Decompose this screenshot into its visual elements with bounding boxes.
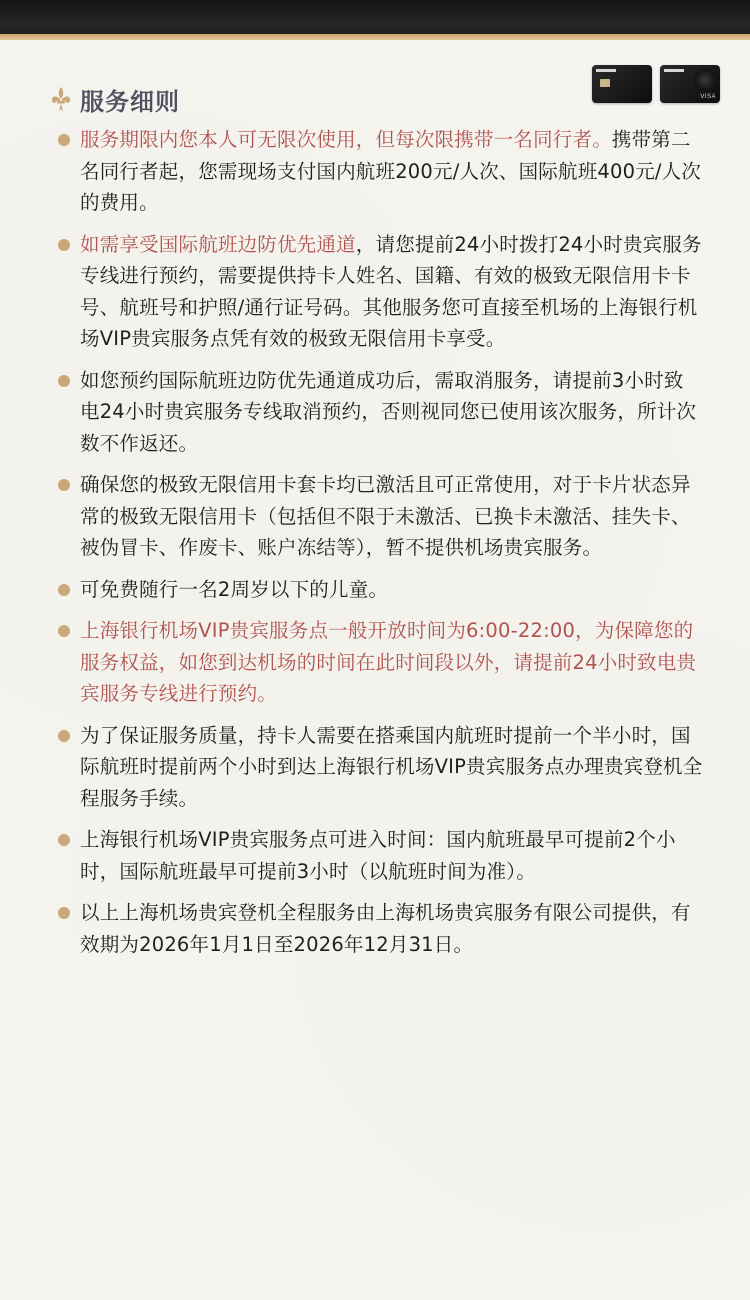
- list-item: [58, 574, 703, 606]
- rule-highlight: 上海银行机场VIP贵宾服务点一般开放时间为6:00-22:00，为保障您的服务权益，如您到达机场的时间在此时间段以外，请提前24小时致电贵宾服务专线进行预约。: [80, 619, 697, 705]
- list-item: [58, 720, 703, 815]
- section-header: [50, 82, 180, 116]
- bullet-icon: [58, 730, 70, 742]
- credit-card-image-visa: [660, 65, 720, 103]
- rule-text: 可免费随行一名2周岁以下的儿童。: [80, 577, 389, 601]
- section-title: 服务细则: [80, 87, 180, 116]
- credit-card-image: [592, 65, 652, 103]
- list-item: [58, 615, 703, 710]
- rules-list: [58, 124, 703, 970]
- list-item: [58, 469, 703, 564]
- list-item: [58, 365, 703, 460]
- rule-highlight: 如需享受国际航班边防优先通道: [80, 232, 356, 256]
- rule-text: ，请您提前24小时拨打24小时贵宾服务专线进行预约，需要提供持卡人姓名、国籍、有效的极致无限信用卡卡号、航班号和护照/通行证号码。其他服务您可直接至机场的上海银行机场VIP贵宾服务点凭有效的极致无限信用卡享受。: [80, 232, 702, 350]
- list-item: [58, 229, 703, 355]
- bullet-icon: [58, 907, 70, 919]
- bullet-icon: [58, 375, 70, 387]
- card-stripe: [596, 69, 616, 72]
- list-item: [58, 124, 703, 219]
- card-emblem: [694, 69, 716, 91]
- bullet-icon: [58, 134, 70, 146]
- rule-highlight: 服务期限内您本人可无限次使用，但每次限携带一名同行者。: [80, 128, 612, 151]
- card-images: [592, 65, 720, 103]
- bullet-icon: [58, 239, 70, 251]
- bullet-icon: [58, 834, 70, 846]
- rule-text: 上海银行机场VIP贵宾服务点可进入时间：国内航班最早可提前2个小时，国际航班最早可提前3小时（以航班时间为准）。: [80, 828, 676, 883]
- fleur-de-lis-icon: [50, 86, 72, 112]
- rule-text: 以上上海机场贵宾登机全程服务由上海机场贵宾服务有限公司提供，有效期为2026年1月1日至2026年12月31日。: [80, 901, 691, 956]
- bullet-icon: [58, 479, 70, 491]
- visa-logo: VISA: [700, 94, 716, 100]
- card-chip: [600, 79, 610, 87]
- card-stripe: [664, 69, 684, 72]
- rule-text: 如您预约国际航班边防优先通道成功后，需取消服务，请提前3小时致电24小时贵宾服务专线取消预约，否则视同您已使用该次服务，所计次数不作返还。: [80, 368, 697, 455]
- rule-text: 确保您的极致无限信用卡套卡均已激活且可正常使用，对于卡片状态异常的极致无限信用卡（包括但不限于未激活、已换卡未激活、挂失卡、被伪冒卡、作废卡、账户冻结等），暂不提供机场贵宾服务。: [80, 473, 691, 559]
- rule-text: 为了保证服务质量，持卡人需要在搭乘国内航班时提前一个半小时，国际航班时提前两个小时到达上海银行机场VIP贵宾服务点办理贵宾登机全程服务手续。: [80, 723, 703, 810]
- bullet-icon: [58, 584, 70, 596]
- bullet-icon: [58, 625, 70, 637]
- list-item: [58, 824, 703, 887]
- top-banner: [0, 0, 750, 40]
- list-item: [58, 897, 703, 960]
- rule-text: 携带第二名同行者起，您需现场支付国内航班200元/人次、国际航班400元/人次的费用。: [80, 128, 702, 214]
